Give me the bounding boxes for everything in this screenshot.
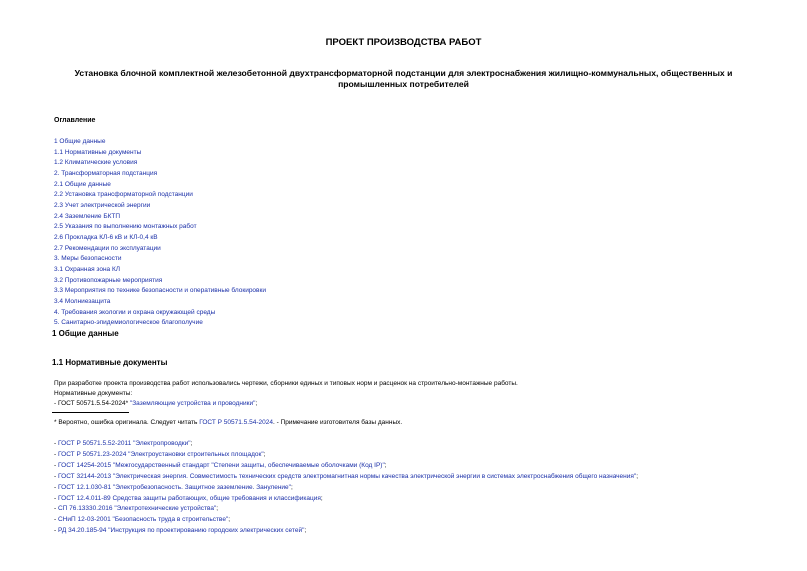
footnote [54, 419, 402, 426]
toc-link[interactable]: 2.7 Рекомендации по эксплуатации [54, 244, 161, 252]
toc-link[interactable]: 2.2 Установка трансформаторной подстанции [54, 191, 193, 199]
toc-heading: Оглавление [54, 117, 96, 124]
toc-link[interactable]: 2.5 Указания по выполнению монтажных работ [54, 223, 197, 231]
document-subtitle [40, 68, 767, 90]
intro-paragraph: При разработке проекта производства работ использовались чертежи, сборники единых и типовых норм и расценок на строительно-монтажные работы. [54, 380, 518, 387]
toc-link[interactable]: 2. Трансформаторная подстанция [54, 169, 158, 177]
toc-link[interactable]: 3.2 Противопожарные мероприятия [54, 276, 163, 284]
norm-item-suffix: ; [228, 516, 231, 524]
norm-item [54, 504, 638, 515]
norm-item [54, 515, 638, 526]
norm-item-link[interactable]: ГОСТ 14254-2015 "Межгосударственный стандарт "Степени защиты, обеспечиваемые оболочками (Код IP)" [57, 461, 385, 469]
norm-item-link[interactable]: ГОСТ Р 50571.5.52-2011 "Электропроводки" [57, 440, 191, 447]
norm-item-suffix: ; [263, 450, 266, 458]
document-subtitle-line1: Установка блочной комплектной железобетонной двухтрансформаторной подстанции для электроснабжения жилищно-коммунальных, общественных и [74, 68, 733, 78]
norm-item [54, 494, 638, 505]
footnote-divider [52, 412, 129, 413]
norm-item-suffix: ; [304, 527, 307, 535]
norm-item-prefix: - [54, 450, 58, 458]
document-subtitle-line2: промышленных потребителей [338, 79, 469, 89]
norm-item-link[interactable]: ГОСТ Р 50571.23-2024 "Электроустановки строительных площадок" [57, 450, 264, 458]
norm-item-link[interactable]: "Заземляющие устройства и проводники" [129, 400, 256, 407]
norm-item [54, 450, 638, 461]
toc-link[interactable]: 4. Требования экологии и охрана окружающей среды [54, 308, 216, 316]
toc-link[interactable]: 1 Общие данные [54, 138, 106, 145]
footnote-prefix: * Вероятно, ошибка оригинала. Следует читать [54, 419, 200, 426]
toc-link[interactable]: 2.3 Учет электрической энергии [54, 201, 151, 209]
norm-item-suffix: ; [384, 461, 387, 469]
toc-link[interactable]: 3.1 Охранная зона КЛ [54, 265, 121, 273]
norm-item-prefix: - ГОСТ 50571.5.54-2024* [54, 400, 130, 407]
toc-link[interactable]: 5. Санитарно-эпидемиологическое благополучие [54, 319, 203, 327]
norm-item-suffix: ; [636, 472, 639, 480]
norm-item-link[interactable]: СП 76.13330.2016 "Электротехнические устройства" [57, 505, 217, 513]
norm-item-prefix: - [54, 472, 58, 480]
section-heading-general: 1 Общие данные [52, 329, 119, 338]
footnote-suffix: . - Примечание изготовителя базы данных. [272, 419, 403, 426]
norm-item [54, 483, 638, 494]
toc-link[interactable]: 2.4 Заземление БКТП [54, 212, 121, 220]
norm-item-link[interactable]: ГОСТ 12.4.011-89 Средства защиты работающих, общие требования и классификация [57, 494, 321, 502]
norm-item-link[interactable]: РД 34.20.185-94 "Инструкция по проектированию городских электрических сетей" [57, 527, 305, 535]
norm-item-suffix: ; [216, 505, 219, 513]
norm-item-prefix: - [54, 440, 58, 447]
toc-link[interactable]: 3.4 Молниезащита [54, 297, 111, 305]
norm-item-prefix: - [54, 516, 58, 524]
norm-item-link[interactable]: ГОСТ 12.1.030-81 "Электробезопасность. Защитное заземление. Зануление" [57, 483, 291, 491]
norm-item-suffix: ; [255, 400, 258, 407]
norm-item-prefix: - [54, 483, 58, 491]
document-title: ПРОЕКТ ПРОИЗВОДСТВА РАБОТ [325, 37, 482, 48]
norm-item-prefix: - [54, 494, 58, 502]
norm-item-link[interactable]: СНиП 12-03-2001 "Безопасность труда в строительстве" [57, 516, 229, 524]
norm-item-prefix: - [54, 461, 58, 469]
norm-label: Нормативные документы: [54, 390, 133, 397]
section-heading-normative-docs: 1.1 Нормативные документы [52, 358, 168, 367]
toc-link[interactable]: 3. Меры безопасности [54, 255, 122, 263]
norm-item-prefix: - [54, 505, 58, 513]
norm-item [54, 461, 638, 472]
toc-link[interactable]: 1.1 Нормативные документы [54, 148, 142, 156]
norm-item-link[interactable]: ГОСТ 32144-2013 "Электрическая энергия. Совместимость технических средств электромагнитная нормы качества электрической энергии в системах электроснабжения общего назначения" [57, 472, 637, 480]
norm-item [54, 472, 638, 483]
norm-item [54, 439, 638, 450]
norm-item [54, 526, 638, 537]
footnote-link[interactable]: ГОСТ Р 50571.5.54-2024 [199, 419, 273, 426]
toc-link[interactable]: 2.6 Прокладка КЛ-6 кВ и КЛ-0,4 кВ [54, 233, 158, 241]
norm-item-suffix: ; [190, 440, 193, 447]
norm-item-suffix: ; [291, 483, 293, 491]
table-of-contents [54, 137, 266, 329]
toc-link[interactable]: 1.2 Климатические условия [54, 159, 138, 167]
toc-link[interactable]: 2.1 Общие данные [54, 180, 111, 188]
normative-documents-list [54, 439, 638, 537]
norm-item [54, 399, 257, 408]
norm-item-suffix: ; [320, 494, 323, 502]
toc-link[interactable]: 3.3 Мероприятия по технике безопасности и оперативные блокировки [54, 287, 266, 295]
norm-item-prefix: - [54, 527, 58, 535]
